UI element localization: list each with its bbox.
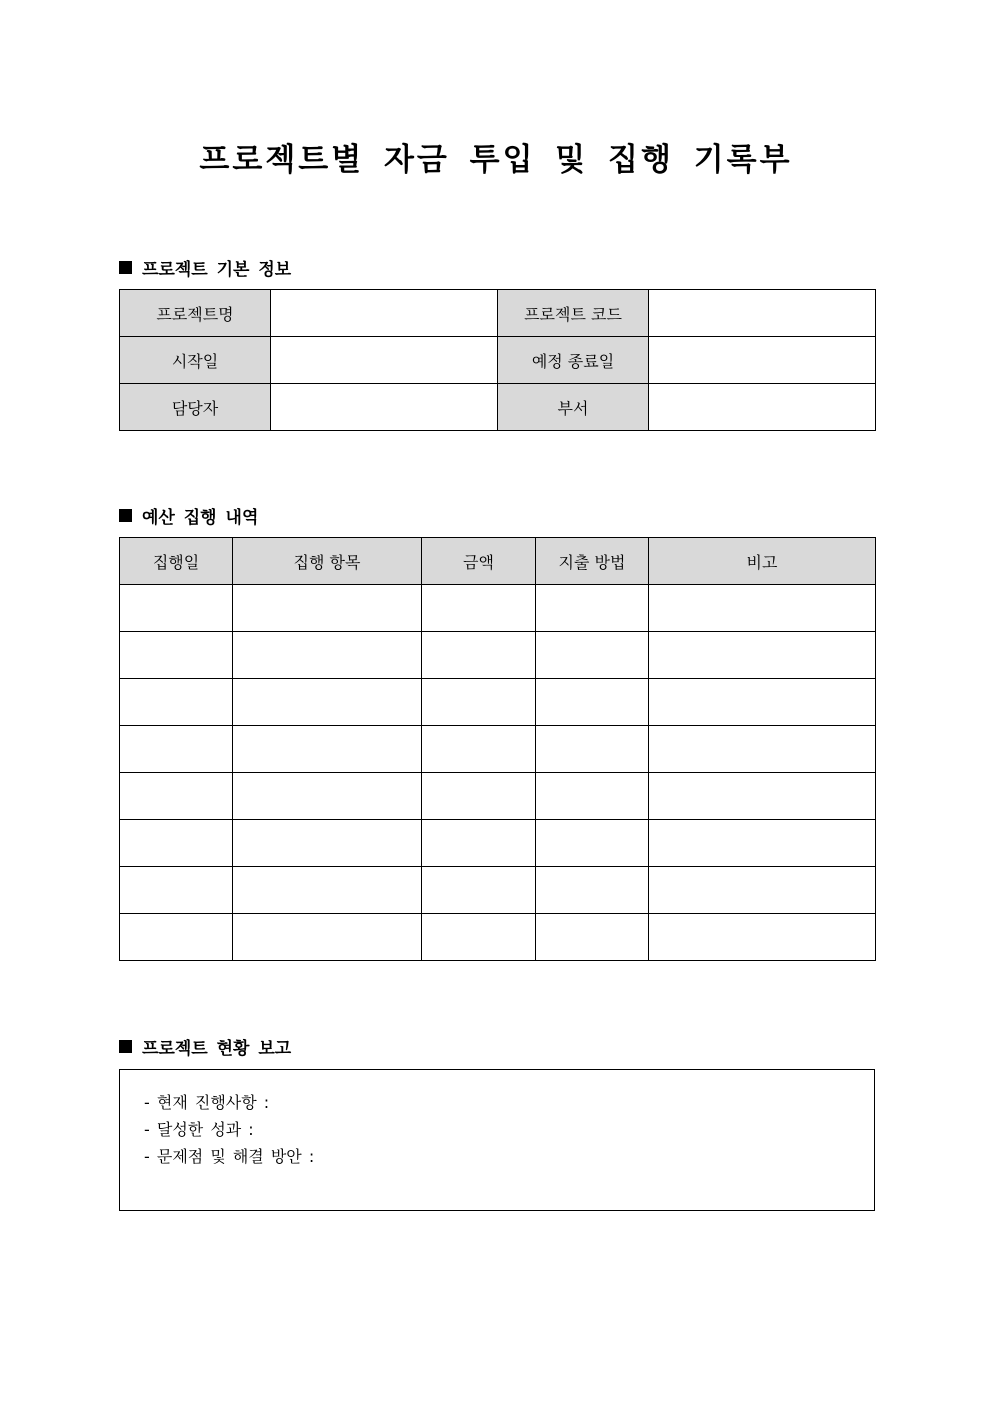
square-bullet-icon (119, 509, 132, 522)
report-line-achievements: - 달성한 성과 : (144, 1120, 254, 1139)
info-value-department[interactable] (649, 384, 876, 431)
budget-cell-method[interactable] (536, 867, 649, 914)
budget-cell-note[interactable] (649, 726, 876, 773)
budget-row (120, 679, 876, 726)
report-line-progress: - 현재 진행사항 : (144, 1093, 270, 1112)
info-label-project-name: 프로젝트명 (120, 290, 271, 337)
info-value-project-code[interactable] (649, 290, 876, 337)
budget-cell-item[interactable] (233, 820, 422, 867)
budget-cell-amount[interactable] (422, 820, 536, 867)
budget-cell-amount[interactable] (422, 632, 536, 679)
budget-row (120, 773, 876, 820)
info-label-manager: 담당자 (120, 384, 271, 431)
info-label-start-date: 시작일 (120, 337, 271, 384)
budget-cell-amount[interactable] (422, 679, 536, 726)
budget-cell-amount[interactable] (422, 773, 536, 820)
section-heading-report (119, 1034, 291, 1059)
budget-cell-date[interactable] (120, 914, 233, 961)
budget-cell-date[interactable] (120, 820, 233, 867)
info-row (120, 337, 876, 384)
square-bullet-icon (119, 261, 132, 274)
budget-cell-item[interactable] (233, 773, 422, 820)
info-label-end-date: 예정 종료일 (498, 337, 649, 384)
budget-header-method: 지출 방법 (536, 538, 649, 585)
budget-cell-amount[interactable] (422, 867, 536, 914)
budget-cell-item[interactable] (233, 632, 422, 679)
section-heading-info-label: 프로젝트 기본 정보 (142, 260, 292, 280)
budget-cell-method[interactable] (536, 820, 649, 867)
budget-header-note: 비고 (649, 538, 876, 585)
project-info-table (119, 289, 876, 431)
budget-row (120, 726, 876, 773)
budget-cell-method[interactable] (536, 679, 649, 726)
budget-row (120, 820, 876, 867)
budget-cell-item[interactable] (233, 914, 422, 961)
report-line-issues: - 문제점 및 해결 방안 : (144, 1147, 315, 1166)
budget-cell-note[interactable] (649, 820, 876, 867)
budget-cell-date[interactable] (120, 773, 233, 820)
budget-cell-amount[interactable] (422, 726, 536, 773)
info-label-project-code: 프로젝트 코드 (498, 290, 649, 337)
budget-cell-note[interactable] (649, 585, 876, 632)
budget-row (120, 914, 876, 961)
budget-cell-amount[interactable] (422, 914, 536, 961)
budget-table (119, 537, 876, 961)
budget-cell-note[interactable] (649, 914, 876, 961)
budget-row (120, 632, 876, 679)
section-heading-budget (119, 503, 258, 528)
budget-cell-amount[interactable] (422, 585, 536, 632)
square-bullet-icon (119, 1040, 132, 1053)
section-heading-info (119, 255, 291, 280)
info-value-project-name[interactable] (271, 290, 498, 337)
info-value-start-date[interactable] (271, 337, 498, 384)
info-row (120, 290, 876, 337)
budget-row (120, 585, 876, 632)
budget-cell-note[interactable] (649, 632, 876, 679)
section-heading-report-label: 프로젝트 현황 보고 (142, 1039, 292, 1059)
budget-cell-item[interactable] (233, 726, 422, 773)
budget-cell-date[interactable] (120, 585, 233, 632)
budget-cell-method[interactable] (536, 773, 649, 820)
budget-cell-date[interactable] (120, 679, 233, 726)
budget-cell-item[interactable] (233, 585, 422, 632)
budget-cell-note[interactable] (649, 679, 876, 726)
budget-cell-item[interactable] (233, 867, 422, 914)
info-value-end-date[interactable] (649, 337, 876, 384)
budget-cell-date[interactable] (120, 726, 233, 773)
budget-header-amount: 금액 (422, 538, 536, 585)
budget-header-item: 집행 항목 (233, 538, 422, 585)
status-report-box[interactable] (119, 1069, 875, 1211)
budget-cell-note[interactable] (649, 867, 876, 914)
budget-cell-item[interactable] (233, 679, 422, 726)
budget-cell-note[interactable] (649, 773, 876, 820)
budget-row (120, 867, 876, 914)
budget-header-row (120, 538, 876, 585)
budget-cell-method[interactable] (536, 914, 649, 961)
budget-cell-method[interactable] (536, 632, 649, 679)
info-value-manager[interactable] (271, 384, 498, 431)
info-label-department: 부서 (498, 384, 649, 431)
document-title: 프로젝트별 자금 투입 및 집행 기록부 (199, 142, 793, 178)
budget-cell-date[interactable] (120, 632, 233, 679)
budget-cell-method[interactable] (536, 726, 649, 773)
info-row (120, 384, 876, 431)
section-heading-budget-label: 예산 집행 내역 (142, 508, 259, 528)
budget-cell-date[interactable] (120, 867, 233, 914)
budget-header-date: 집행일 (120, 538, 233, 585)
budget-cell-method[interactable] (536, 585, 649, 632)
